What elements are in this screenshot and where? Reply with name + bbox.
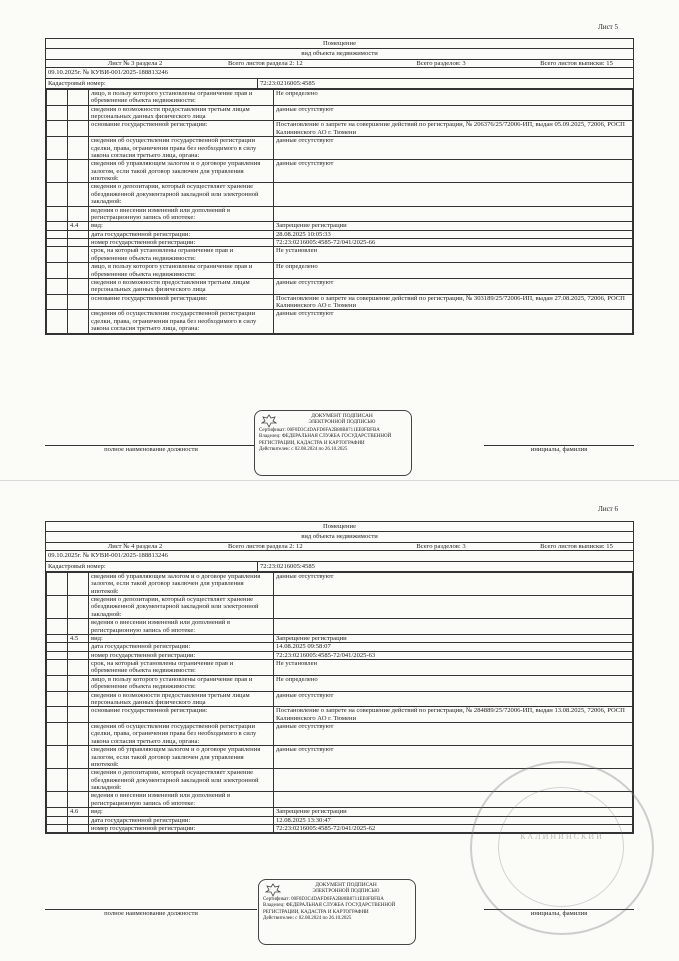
row-margin (47, 230, 68, 238)
row-margin (47, 808, 68, 816)
row-label: номер государственной регистрации: (89, 239, 274, 247)
row-value: Постановление о запрете на совершение действий по регистрации, № 284889/25/72006-ИП, выдан 13.08.2025, 72006, РОСП Калининского АО г. Тюмени (274, 707, 633, 723)
stamp-certificate: Сертификат: 00F0D3C4DAFD6FA2B80B8711EE0FBFBA (259, 428, 380, 433)
row-number (68, 572, 89, 595)
row-label: основание государственной регистрации: (89, 707, 274, 723)
row-number (68, 105, 89, 121)
row-value (274, 619, 633, 635)
row-number: 4.6 (68, 808, 89, 816)
row-number (68, 206, 89, 222)
total-sheets-section: Всего листов раздела 2: 12 (228, 542, 303, 550)
row-label: номер государственной регистрации: (89, 651, 274, 659)
row-margin (47, 660, 68, 676)
e-signature-stamp (258, 879, 416, 945)
table-row (47, 278, 633, 294)
row-value: данные отсутствуют (274, 723, 633, 746)
row-value: 12.08.2025 13:30:47 (274, 816, 633, 824)
cadastral-label: Кадастровый номер: (46, 79, 258, 88)
row-margin (47, 137, 68, 160)
row-value: Постановление о запрете на совершение действий по регистрации, № 303189/25/72006-ИП, выдан 27.08.2025, 72006, РОСП Калининского АО г. Тюмени (274, 294, 633, 310)
row-value: данные отсутствуют (274, 572, 633, 595)
stamp-valid: Действителен: с 02.08.2024 по 26.10.2025 (263, 915, 352, 921)
row-number (68, 89, 89, 105)
row-label: номер государственной регистрации: (89, 824, 274, 832)
row-margin (47, 206, 68, 222)
row-value: данные отсутствуют (274, 278, 633, 294)
row-number (68, 183, 89, 206)
table-row (47, 572, 633, 595)
row-label: вид: (89, 222, 274, 230)
table-row (47, 634, 633, 642)
stamp-owner: Владелец: ФЕДЕРАЛЬНАЯ СЛУЖБА ГОСУДАРСТВЕННОЙ РЕГИСТРАЦИИ, КАДАСТРА И КАРТОГРАФИИ (259, 434, 392, 446)
row-margin (47, 746, 68, 769)
row-number (68, 239, 89, 247)
table-row (47, 230, 633, 238)
row-number (68, 247, 89, 263)
row-label: сведения об управляющем залогом и о договоре управления залогом, если такой договор заключен для управления ипотекой: (89, 746, 274, 769)
total-sections: Всего разделов: 3 (416, 542, 466, 550)
table-row (47, 183, 633, 206)
row-margin (47, 278, 68, 294)
row-label: ведения о внесении изменений или дополнений в регистрационную запись об ипотеке: (89, 792, 274, 808)
total-sections: Всего разделов: 3 (416, 59, 466, 67)
row-label: лицо, в пользу которого установлены ограничение прав и обременение объекта недвижимости: (89, 263, 274, 279)
object-subtitle: вид объекта недвижимости (46, 532, 633, 542)
row-value (274, 206, 633, 222)
table-row (47, 160, 633, 183)
table-row (47, 660, 633, 676)
sheet-info-row (46, 543, 633, 551)
footer-initials: инициалы, фамилия (484, 909, 634, 917)
total-sheets-section: Всего листов раздела 2: 12 (228, 59, 303, 67)
row-margin (47, 294, 68, 310)
row-value (274, 183, 633, 206)
row-label: сведения о возможности предоставления третьим лицам персональных данных физического лица (89, 278, 274, 294)
table-row (47, 643, 633, 651)
table-row (47, 222, 633, 230)
row-margin (47, 691, 68, 707)
table-row (47, 294, 633, 310)
row-number (68, 824, 89, 832)
table-row (47, 263, 633, 279)
row-value: данные отсутствуют (274, 105, 633, 121)
row-label: основание государственной регистрации: (89, 294, 274, 310)
row-label: ведения о внесении изменений или дополнений в регистрационную запись об ипотеке: (89, 206, 274, 222)
row-margin (47, 596, 68, 619)
row-value: данные отсутствуют (274, 137, 633, 160)
page-header (45, 38, 634, 335)
row-value: Не установлен (274, 660, 633, 676)
object-subtitle: вид объекта недвижимости (46, 49, 633, 59)
row-label: сведения о возможности предоставления третьим лицам персональных данных физического лица (89, 105, 274, 121)
row-margin (47, 222, 68, 230)
stamp-subtitle: ЭЛЕКТРОННОЙ ПОДПИСЬЮ (312, 888, 380, 894)
row-label: основание государственной регистрации: (89, 121, 274, 137)
row-value: данные отсутствуют (274, 746, 633, 769)
row-label: сведения об осуществлении государственной регистрации сделки, права, ограничения права без необходимого в силу закона согласия третьего лица, органа: (89, 137, 274, 160)
total-sheets-extract: Всего листов выписки: 15 (540, 59, 613, 67)
row-value: Не установлен (274, 247, 633, 263)
row-value: Запрещение регистрации (274, 634, 633, 642)
row-margin (47, 769, 68, 792)
row-label: сведения об управляющем залогом и о договоре управления залогом, если такой договор заключен для управления ипотекой: (89, 572, 274, 595)
row-value: Запрещение регистрации (274, 808, 633, 816)
row-value: Постановление о запрете на совершение действий по регистрации, № 206376/25/72006-ИП, выдан 05.09.2025, 72006, РОСП Калининского АО г. Тюмени (274, 121, 633, 137)
table-row (47, 691, 633, 707)
row-label: сведения о возможности предоставления третьим лицам персональных данных физического лица (89, 691, 274, 707)
row-number (68, 230, 89, 238)
row-margin (47, 572, 68, 595)
row-margin (47, 675, 68, 691)
row-value (274, 596, 633, 619)
sheet-section: Лист № 3 раздела 2 (107, 59, 163, 67)
row-margin (47, 121, 68, 137)
row-number (68, 643, 89, 651)
sheet-info-row (46, 60, 633, 68)
row-label: сведения о депозитарии, который осуществляет хранение обездвиженной документарной закладной или электронной закладной: (89, 596, 274, 619)
row-margin (47, 89, 68, 105)
row-number (68, 769, 89, 792)
stamp-subtitle: ЭЛЕКТРОННОЙ ПОДПИСЬЮ (308, 419, 376, 425)
row-number (68, 792, 89, 808)
row-label: дата государственной регистрации: (89, 643, 274, 651)
row-number (68, 660, 89, 676)
row-label: сведения об осуществлении государственной регистрации сделки, права, ограничения права без необходимого в силу закона согласия третьего лица, органа: (89, 310, 274, 333)
row-value: 14.08.2025 09:58:07 (274, 643, 633, 651)
table-row (47, 89, 633, 105)
table-row (47, 206, 633, 222)
row-value: 28.08.2025 10:05:33 (274, 230, 633, 238)
encumbrance-table (46, 89, 633, 334)
row-number (68, 278, 89, 294)
sheet-number: Лист 5 (598, 23, 618, 31)
row-value: данные отсутствуют (274, 310, 633, 333)
row-label: сведения о депозитарии, который осуществляет хранение обездвиженной документарной закладной или электронной закладной: (89, 769, 274, 792)
row-margin (47, 239, 68, 247)
row-number (68, 746, 89, 769)
row-margin (47, 160, 68, 183)
row-value: Не определено (274, 263, 633, 279)
cadastral-row (46, 79, 633, 89)
row-number: 4.5 (68, 634, 89, 642)
row-margin (47, 792, 68, 808)
row-number (68, 596, 89, 619)
row-margin (47, 816, 68, 824)
footer-initials: инициалы, фамилия (484, 445, 634, 453)
row-value: 72:23:0216005:4585-72/041/2025-63 (274, 651, 633, 659)
cadastral-row (46, 562, 633, 572)
row-margin (47, 619, 68, 635)
row-number (68, 675, 89, 691)
row-number (68, 294, 89, 310)
table-row (47, 137, 633, 160)
row-margin (47, 707, 68, 723)
row-number (68, 707, 89, 723)
extract-date-number: 09.10.2025г. № КУВИ-001/2025-188813246 (46, 68, 633, 78)
stamp-owner: Владелец: ФЕДЕРАЛЬНАЯ СЛУЖБА ГОСУДАРСТВЕННОЙ РЕГИСТРАЦИИ, КАДАСТРА И КАРТОГРАФИИ (263, 903, 396, 915)
row-label: ведения о внесении изменений или дополнений в регистрационную запись об ипотеке: (89, 619, 274, 635)
row-label: дата государственной регистрации: (89, 230, 274, 238)
table-row (47, 651, 633, 659)
stamp-valid: Действителен: с 02.08.2024 по 26.10.2025 (259, 446, 348, 452)
row-label: лицо, в пользу которого установлены ограничение прав и обременение объекта недвижимости: (89, 675, 274, 691)
row-margin (47, 247, 68, 263)
row-label: дата государственной регистрации: (89, 816, 274, 824)
row-value: 72:23:0216005:4585-72/041/2025-66 (274, 239, 633, 247)
row-margin (47, 824, 68, 832)
cadastral-value: 72:23:0216005:4585 (260, 79, 315, 87)
row-number (68, 691, 89, 707)
row-margin (47, 651, 68, 659)
table-row (47, 619, 633, 635)
table-row (47, 707, 633, 723)
cadastral-value: 72:23:0216005:4585 (260, 562, 315, 570)
row-margin (47, 643, 68, 651)
row-value: Запрещение регистрации (274, 222, 633, 230)
row-label: срок, на который установлены ограничение прав и обременение объекта недвижимости: (89, 247, 274, 263)
table-row (47, 247, 633, 263)
row-number (68, 619, 89, 635)
row-value: 72:23:0216005:4585-72/041/2025-62 (274, 824, 633, 832)
row-margin (47, 723, 68, 746)
row-number (68, 310, 89, 333)
object-title: Помещение (46, 39, 633, 49)
row-margin (47, 105, 68, 121)
row-number: 4.4 (68, 222, 89, 230)
table-row (47, 121, 633, 137)
row-margin (47, 263, 68, 279)
row-value: Не определено (274, 89, 633, 105)
table-row (47, 675, 633, 691)
row-label: лицо, в пользу которого установлены ограничение прав и обременение объекта недвижимости: (89, 89, 274, 105)
row-number (68, 160, 89, 183)
row-label: сведения об управляющем залогом и о договоре управления залогом, если такой договор заключен для управления ипотекой: (89, 160, 274, 183)
row-value: данные отсутствуют (274, 160, 633, 183)
eagle-emblem-icon (261, 414, 277, 428)
table-row (47, 596, 633, 619)
row-label: вид: (89, 634, 274, 642)
row-margin (47, 183, 68, 206)
stamp-title: ДОКУМЕНТ ПОДПИСАН (315, 882, 377, 888)
table-row (47, 239, 633, 247)
sheet-number: Лист 6 (598, 505, 618, 513)
sheet-section: Лист № 4 раздела 2 (107, 542, 163, 550)
cadastral-label: Кадастровый номер: (46, 562, 258, 571)
footer-position: полное наименование должности (45, 445, 257, 453)
row-margin (47, 634, 68, 642)
row-value: Не определено (274, 675, 633, 691)
table-row (47, 723, 633, 746)
row-number (68, 816, 89, 824)
total-sheets-extract: Всего листов выписки: 15 (540, 542, 613, 550)
row-label: сведения об осуществлении государственной регистрации сделки, права, ограничения права без необходимого в силу закона согласия третьего лица, органа: (89, 723, 274, 746)
row-label: сведения о депозитарии, который осуществляет хранение обездвиженной документарной закладной или электронной закладной: (89, 183, 274, 206)
row-margin (47, 310, 68, 333)
row-number (68, 723, 89, 746)
row-number (68, 137, 89, 160)
table-row (47, 310, 633, 333)
row-number (68, 121, 89, 137)
object-title: Помещение (46, 522, 633, 532)
row-label: вид: (89, 808, 274, 816)
stamp-certificate: Сертификат: 00F0D3C4DAFD6FA2B80B8711EE0FBFBA (263, 897, 384, 902)
extract-page-1 (0, 0, 679, 480)
table-row (47, 105, 633, 121)
seal-text: КАЛИНИНСКИЙ (520, 832, 604, 841)
row-number (68, 651, 89, 659)
extract-page-2 (0, 480, 679, 961)
row-value: данные отсутствуют (274, 691, 633, 707)
row-number (68, 263, 89, 279)
extract-date-number: 09.10.2025г. № КУВИ-001/2025-188813246 (46, 551, 633, 561)
eagle-emblem-icon (265, 883, 281, 897)
stamp-title: ДОКУМЕНТ ПОДПИСАН (311, 413, 373, 419)
row-label: срок, на который установлены ограничение прав и обременение объекта недвижимости: (89, 660, 274, 676)
footer-position: полное наименование должности (45, 909, 257, 917)
e-signature-stamp (254, 410, 412, 476)
